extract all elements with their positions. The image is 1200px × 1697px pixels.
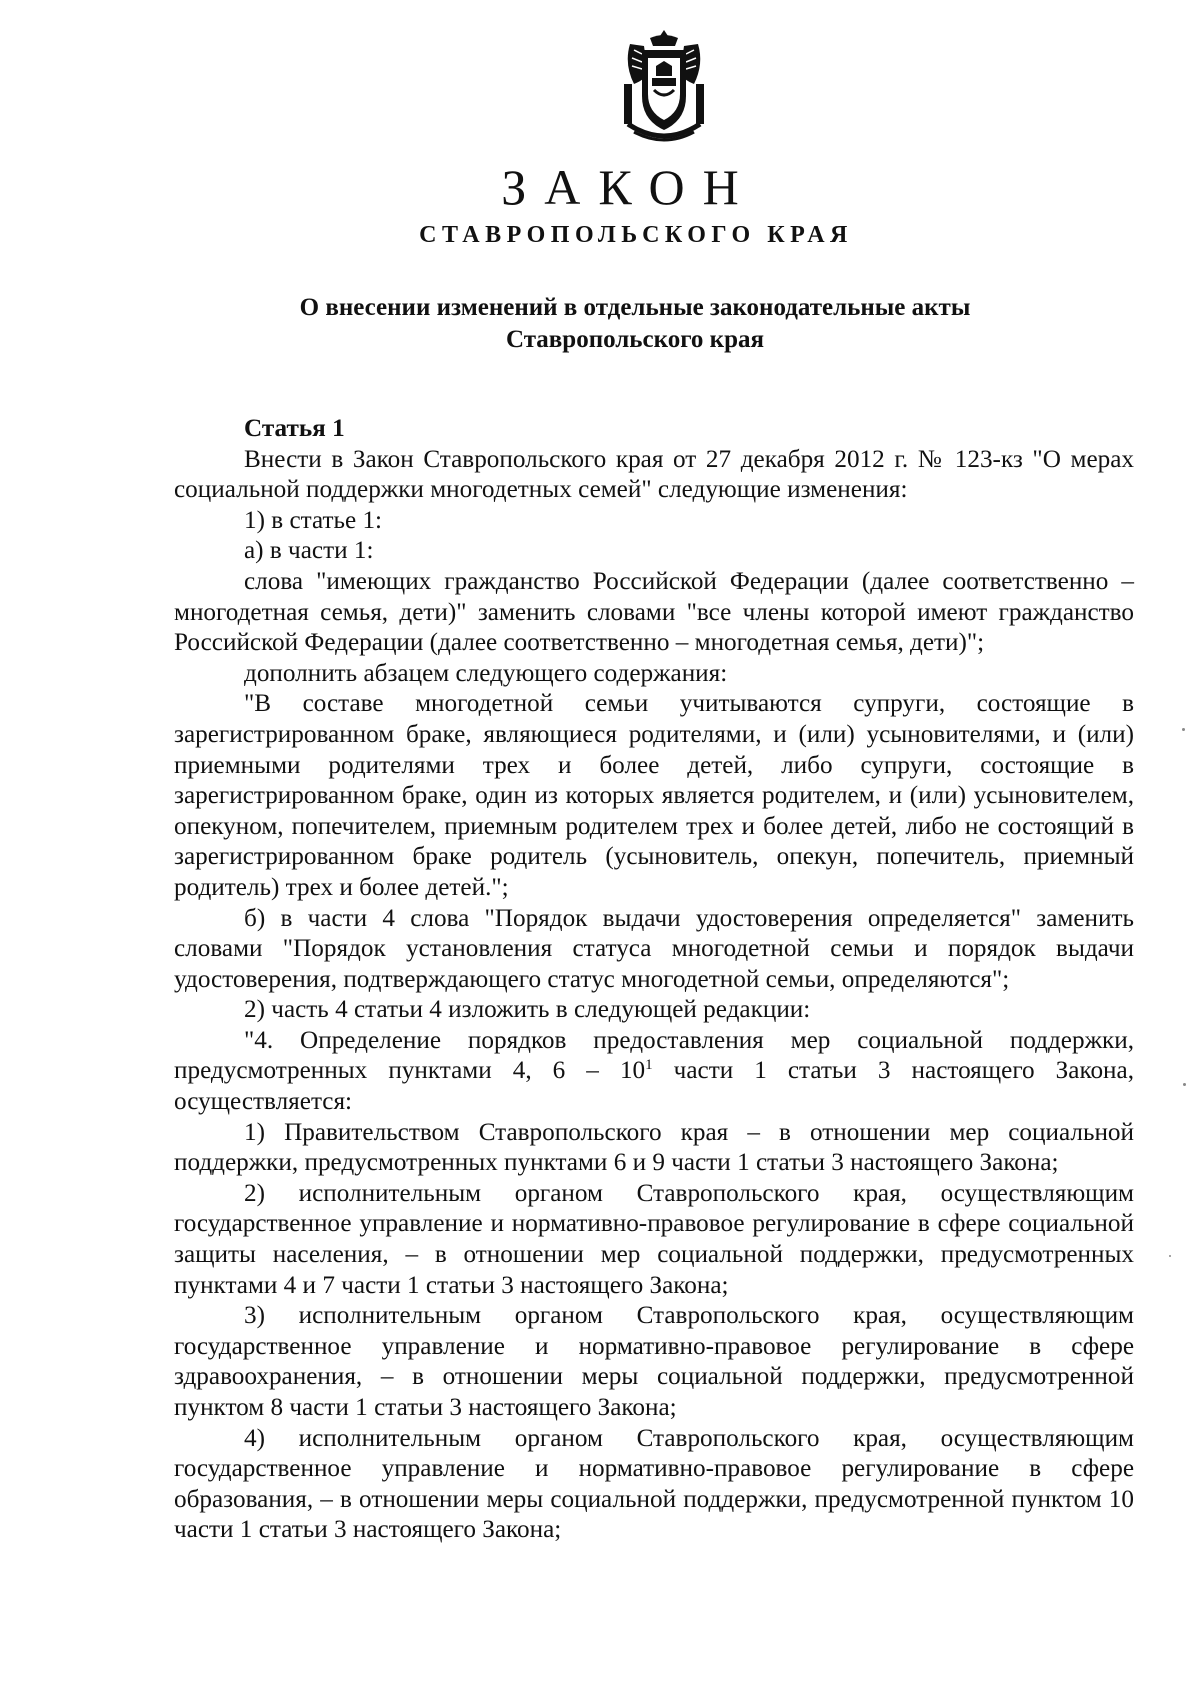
scan-speck [1183, 1083, 1186, 1086]
list-item: 2) исполнительным органом Ставропольского края, осуществляющим государственное управление и нормативно-правовое регулирование в сфере социальной защиты населения, – в отношении мер социальной поддержки, предусмотренных пунктами 4 и 7 части 1 статьи 3 настоящего Закона; [174, 1179, 1134, 1299]
document-region-title: СТАВРОПОЛЬСКОГО КРАЯ [419, 222, 853, 248]
document-type-title: ЗАКОН [501, 159, 757, 215]
paragraph: Внести в Закон Ставропольского края от 27 декабря 2012 г. № 123-кз "О мерах социальной поддержки многодетных семей" следующие изменения: [174, 445, 1134, 504]
paragraph: б) в части 4 слова "Порядок выдачи удостоверения определяется" заменить словами "Порядок установления статуса многодетной семьи и порядок выдачи удостоверения, подтверждающего статус многодетной семьи, определяются"; [174, 904, 1134, 993]
paragraph-new-part-4 [174, 1026, 1134, 1118]
paragraph: слова "имеющих гражданство Российской Федерации (далее соответственно – многодетная семья, дети)" заменить словами "все члены которой имеют гражданство Российской Федерации (далее соответственно – многодетная семья, дети)"; [174, 567, 1134, 657]
paragraph: 2) часть 4 статьи 4 изложить в следующей редакции: [244, 996, 811, 1024]
paragraph: 1) в статье 1: [244, 506, 383, 534]
paragraph-text: части 1 статьи 3 настоящего Закона, осуществляется: [174, 1057, 1134, 1116]
article-title: Статья 1 [244, 415, 345, 442]
list-item: 3) исполнительным органом Ставропольского края, осуществляющим государственное управление и нормативно-правовое регулирование в сфере здравоохранения, – в отношении меры социальной поддержки, предусмотренной пунктом 8 части 1 статьи 3 настоящего Закона; [174, 1302, 1134, 1421]
superscript: 1 [645, 1057, 653, 1074]
paragraph-text: "4. Определение порядков предоставления мер социальной поддержки, предусмотренных пунктами 4, 6 – 10 [174, 1026, 1134, 1085]
document-heading-line-1: О внесении изменений в отдельные законодательные акты [299, 294, 971, 321]
paragraph: а) в части 1: [244, 537, 374, 565]
list-item: 4) исполнительным органом Ставропольского края, осуществляющим государственное управление и нормативно-правовое регулирование в сфере образования, – в отношении меры социальной поддержки, предусмотренной пунктом 10 части 1 статьи 3 настоящего Закона; [174, 1424, 1134, 1544]
paragraph: дополнить абзацем следующего содержания: [244, 659, 728, 687]
document-heading [0, 292, 1200, 356]
list-item: 1) Правительством Ставропольского края – в отношении мер социальной поддержки, предусмотренных пунктами 6 и 9 части 1 статьи 3 настоящего Закона; [174, 1118, 1134, 1177]
scan-speck [1182, 728, 1185, 731]
document-body [174, 414, 1134, 1546]
paragraph: "В составе многодетной семьи учитываются супруги, состоящие в зарегистрированном браке, являющиеся родителями, и (или) усыновителями, и (или) приемными родителями трех и более детей, либо супруги, состоящие в зарегистрированном браке, один из которых является родителем, и (или) усыновителем, опекуном, попечителем, приемным родителем трех и более детей, либо не состоящий в зарегистрированном браке родитель (усыновитель, опекун, попечитель, приемный родитель) трех и более детей."; [174, 690, 1134, 901]
coat-of-arms-emblem [620, 28, 708, 146]
scan-speck [1169, 1255, 1171, 1257]
document-heading-line-2: Ставропольского края [505, 326, 765, 353]
